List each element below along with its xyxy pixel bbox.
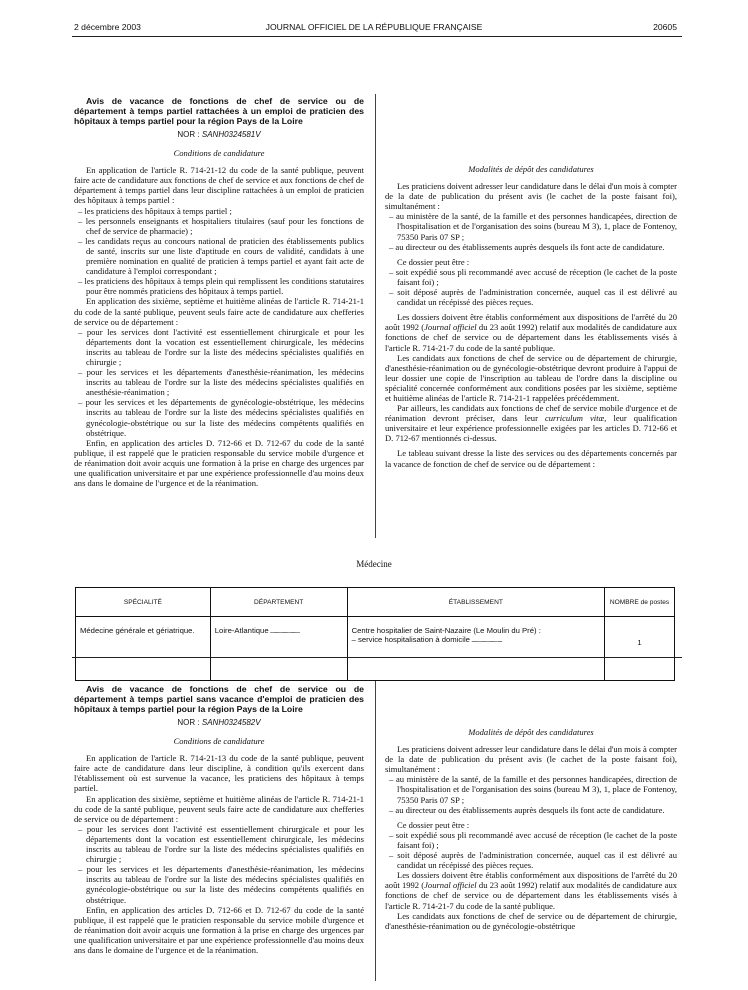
paragraph: Les praticiens doivent adresser leur candidature dans le délai d'un mois à compter de la date de publication du présent avis (le cachet de la poste faisant foi), simultanément : (385, 181, 677, 212)
modalites-heading: Modalités de dépôt des candidatures (468, 727, 594, 737)
recipient-list (385, 774, 677, 814)
paragraph: Les candidats aux fonctions de chef de service ou de département de chirurgie, d'anesthésie-réanimation ou de gynécologie-obstétrique devront produire à l'appui de leur dossier une copie de l'inscription au tableau de l'ordre dans la discipline ou spécialité concernée conformément aux conditions posées par les sixième, septième et huitième alinéas de l'article R. 714-21-1 rappelées précédemment. (385, 352, 677, 403)
cell-nombre: 1 (605, 617, 675, 681)
paragraph (385, 312, 677, 352)
nor-code: SANH0324581V (201, 130, 261, 139)
list-item: – pour les services et les départements d'anesthésie-réanimation, les médecins inscrits au tableau de l'ordre sur la liste des médecins spécialistes qualifiés en anesthésie-réanimation ; (74, 367, 364, 397)
text: Les dossiers doivent être établis conformément aux dispositions de l'arrêté du 20 août 1992 ( (385, 312, 677, 333)
list-item: – pour les services dont l'activité est essentiellement chirurgicale et pour les départements dont la vocation est essentiellement chirurgicale, les médecins inscrits au tableau de l'ordre sur la liste des médecins spécialistes qualifiés en chirurgie ; (74, 327, 364, 367)
paragraph: Ce dossier peut être : (397, 819, 470, 830)
cv-term: curriculum vitæ (544, 413, 605, 424)
dossier-options-list (385, 830, 677, 870)
header-rule (72, 36, 682, 37)
cell-departement (210, 617, 347, 681)
journal-ref: Journal officiel (424, 880, 477, 891)
text: , leur qualification universitaire et leur expérience professionnelle exigées par les articles D. 712-66 et D. 712-67 mentionnés ci-dessus. (385, 413, 677, 444)
avis2-nor (74, 718, 364, 728)
paragraph: En application des sixième, septième et huitième alinéas de l'article R. 714-21-1 du code de la santé publique, peuvent seuls faire acte de candidature aux chefferies de service ou de département : (74, 793, 364, 824)
specialty-list (74, 327, 364, 438)
conditions-heading: Conditions de candidature (173, 736, 265, 747)
table-row (76, 617, 675, 681)
list-item: – au ministère de la santé, de la famille et des personnes handicapées, direction de l'hospitalisation et de l'organisation des soins (bureau M 3), 1, place de Fontenoy, 75350 Paris 07 SP ; (385, 211, 677, 241)
list-item: – pour les services et les départements d'anesthésie-réanimation, les médecins inscrits au tableau de l'ordre sur la liste des médecins spécialistes qualifiés en gynécologie-obstétrique ou sur la liste des médecins compétents qualifiés en obstétrique. (74, 864, 364, 904)
paragraph: En application de l'article R. 714-21-12 du code de la santé publique, peuvent faire acte de candidature aux fonctions de chef de service et aux fonctions de chef de département à temps partiel dans leur discipline rattachées à un emploi de praticien des hôpitaux à temps partiel : (74, 165, 364, 206)
nor-label: NOR : (177, 130, 200, 139)
page-date: 2 décembre 2003 (74, 22, 141, 32)
list-item: – pour les services dont l'activité est essentiellement chirurgicale et pour les départements dont la vocation est essentiellement chirurgicale, les médecins inscrits au tableau de l'ordre sur la liste des médecins spécialistes qualifiés en chirurgie ; (74, 824, 364, 864)
column-divider (375, 681, 376, 981)
text: Par ailleurs, les candidats aux fonctions de chef de service mobile d'urgence et de réanimation devront préciser, dans leur (385, 403, 677, 424)
list-item: – les candidats reçus au concours national de praticien des établissements publics de santé, inscrits sur une liste d'aptitude en cours de validité, candidats à une première nomination en qualité de praticien à temps partiel et ayant fait acte de candidature à l'emploi correspondant ; (74, 236, 364, 276)
table-header-row (76, 588, 675, 617)
journal-title: JOURNAL OFFICIEL DE LA RÉPUBLIQUE FRANÇAISE (265, 22, 483, 32)
dossier-options-list (385, 267, 677, 307)
table-title: Médecine (356, 559, 392, 569)
section-rule (72, 657, 682, 658)
journal-ref: Journal officiel (424, 322, 477, 333)
text: – service hospitalisation à domicile (351, 635, 470, 644)
leader-dots: .......................... (268, 626, 300, 635)
paragraph (385, 403, 677, 443)
list-item: – soit expédié sous pli recommandé avec accusé de réception (le cachet de la poste faisant foi) ; (385, 830, 677, 850)
nor-label: NOR : (177, 718, 200, 727)
vacancy-table (75, 587, 675, 681)
leader-dots: ........................... (469, 635, 502, 644)
paragraph: En application des sixième, septième et huitième alinéas de l'article R. 714-21-1 du code de la santé publique, peuvent seuls faire acte de candidature aux chefferies de service ou de département : (74, 296, 364, 327)
text: Centre hospitalier de Saint-Nazaire (Le Moulin du Pré) : (351, 626, 541, 635)
avis2-left-column (74, 684, 364, 955)
text: du 23 août 1992) relatif aux modalités de candidature aux fonctions de chef de service ou de département dans les établissements visés à l'article R. 714-21-7 du code de la santé publique. (385, 880, 677, 911)
specialty-list (74, 824, 364, 905)
list-item: – au directeur ou des établissements auprès desquels ils font acte de candidature. (385, 242, 677, 252)
column-header: SPÉCIALITÉ (76, 588, 211, 617)
avis1-right-column (385, 164, 677, 469)
modalites-heading: Modalités de dépôt des candidatures (468, 164, 594, 174)
paragraph: Les praticiens doivent adresser leur candidature dans le délai d'un mois à compter de la date de publication du présent avis (le cachet de la poste faisant foi), simultanément : (385, 744, 677, 775)
avis2-right-column (385, 727, 677, 931)
column-header: ÉTABLISSEMENT (347, 588, 605, 617)
paragraph (385, 870, 677, 910)
list-item: – au ministère de la santé, de la famille et des personnes handicapées, direction de l'hospitalisation et de l'organisation des soins (bureau M 3), 1, place de Fontenoy, 75350 Paris 07 SP ; (385, 774, 677, 804)
paragraph: Les candidats aux fonctions de chef de service ou de département de chirurgie, d'anesthésie-réanimation ou de gynécologie-obstétrique (385, 910, 677, 931)
paragraph: Le tableau suivant dresse la liste des services ou des départements concernés par la vacance de fonction de chef de service ou de département : (385, 448, 677, 469)
list-item: – au directeur ou des établissements auprès desquels ils font acte de candidature. (385, 805, 677, 815)
list-item: – les praticiens des hôpitaux à temps plein qui remplissent les conditions statutaires pour être nommés praticiens des hôpitaux à temps partiel. (74, 276, 364, 296)
cell-etablissement (347, 617, 605, 681)
column-header: DÉPARTEMENT (210, 588, 347, 617)
paragraph: En application de l'article R. 714-21-13 du code de la santé publique, peuvent faire acte de candidature dans leur discipline, à condition qu'ils exercent dans l'établissement où est survenue la vacance, les praticiens des hôpitaux à temps partiel. (74, 753, 364, 794)
list-item: – les praticiens des hôpitaux à temps partiel ; (74, 206, 364, 216)
paragraph: Enfin, en application des articles D. 712-66 et D. 712-67 du code de la santé publique, il est rappelé que le praticien responsable du service mobile d'urgence et de réanimation doit avoir acquis une formation à la prise en charge des urgences par une qualification universitaire et par une expérience professionnelle d'au moins deux ans dans le domaine de l'urgence et de la réanimation. (74, 904, 364, 955)
avis2-title: Avis de vacance de fonctions de chef de service ou de département à temps partiel sans vacance d'emploi de praticien des hôpitaux à temps partiel pour la région Pays de la Loire (74, 684, 364, 714)
recipient-list (385, 211, 677, 251)
paragraph: Enfin, en application des articles D. 712-66 et D. 712-67 du code de la santé publique, il est rappelé que le praticien responsable du service mobile d'urgence et de réanimation doit avoir acquis une formation à la prise en charge des urgences par une qualification universitaire et par une expérience professionnelle d'au moins deux ans dans le domaine de l'urgence et de la réanimation. (74, 437, 364, 489)
list-item: – soit déposé auprès de l'administration concernée, auquel cas il est délivré au candidat un récépissé des pièces reçues. (385, 850, 677, 870)
column-header: NOMBRE de postes (605, 588, 675, 617)
text: Loire-Atlantique (214, 626, 269, 635)
avis1-nor (74, 130, 364, 140)
eligibility-list (74, 206, 364, 297)
avis1-title: Avis de vacance de fonctions de chef de service ou de département à temps partiel rattachées à un emploi de praticien des hôpitaux à temps partiel pour la région Pays de la Loire (74, 96, 364, 126)
avis1-left-column (74, 96, 364, 488)
text: Les dossiers doivent être établis conformément aux dispositions de l'arrêté du 20 août 1992 ( (385, 870, 677, 891)
paragraph: Ce dossier peut être : (397, 256, 470, 267)
nor-code: SANH0324582V (201, 718, 261, 727)
list-item: – soit expédié sous pli recommandé avec accusé de réception (le cachet de la poste faisant foi) ; (385, 267, 677, 287)
list-item: – pour les services et les départements de gynécologie-obstétrique, les médecins inscrits au tableau de l'ordre sur la liste des médecins spécialistes qualifiés en gynécologie-obstétrique ou sur la liste des médecins compétents qualifiés en obstétrique. (74, 397, 364, 437)
cell-specialite: Médecine générale et gériatrique. (76, 617, 211, 681)
list-item: – soit déposé auprès de l'administration concernée, auquel cas il est délivré au candidat un récépissé des pièces reçues. (385, 287, 677, 307)
text: du 23 août 1992) relatif aux modalités de candidature aux fonctions de chef de service ou de département dans les établissements visés à l'article R. 714-21-7 du code de la santé publique. (385, 322, 677, 353)
column-divider (375, 94, 376, 538)
page-number: 20605 (653, 22, 677, 32)
list-item: – les personnels enseignants et hospitaliers titulaires (sauf pour les fonctions de chef de service de pharmacie) ; (74, 216, 364, 236)
conditions-heading: Conditions de candidature (173, 148, 265, 159)
text (352, 635, 601, 644)
